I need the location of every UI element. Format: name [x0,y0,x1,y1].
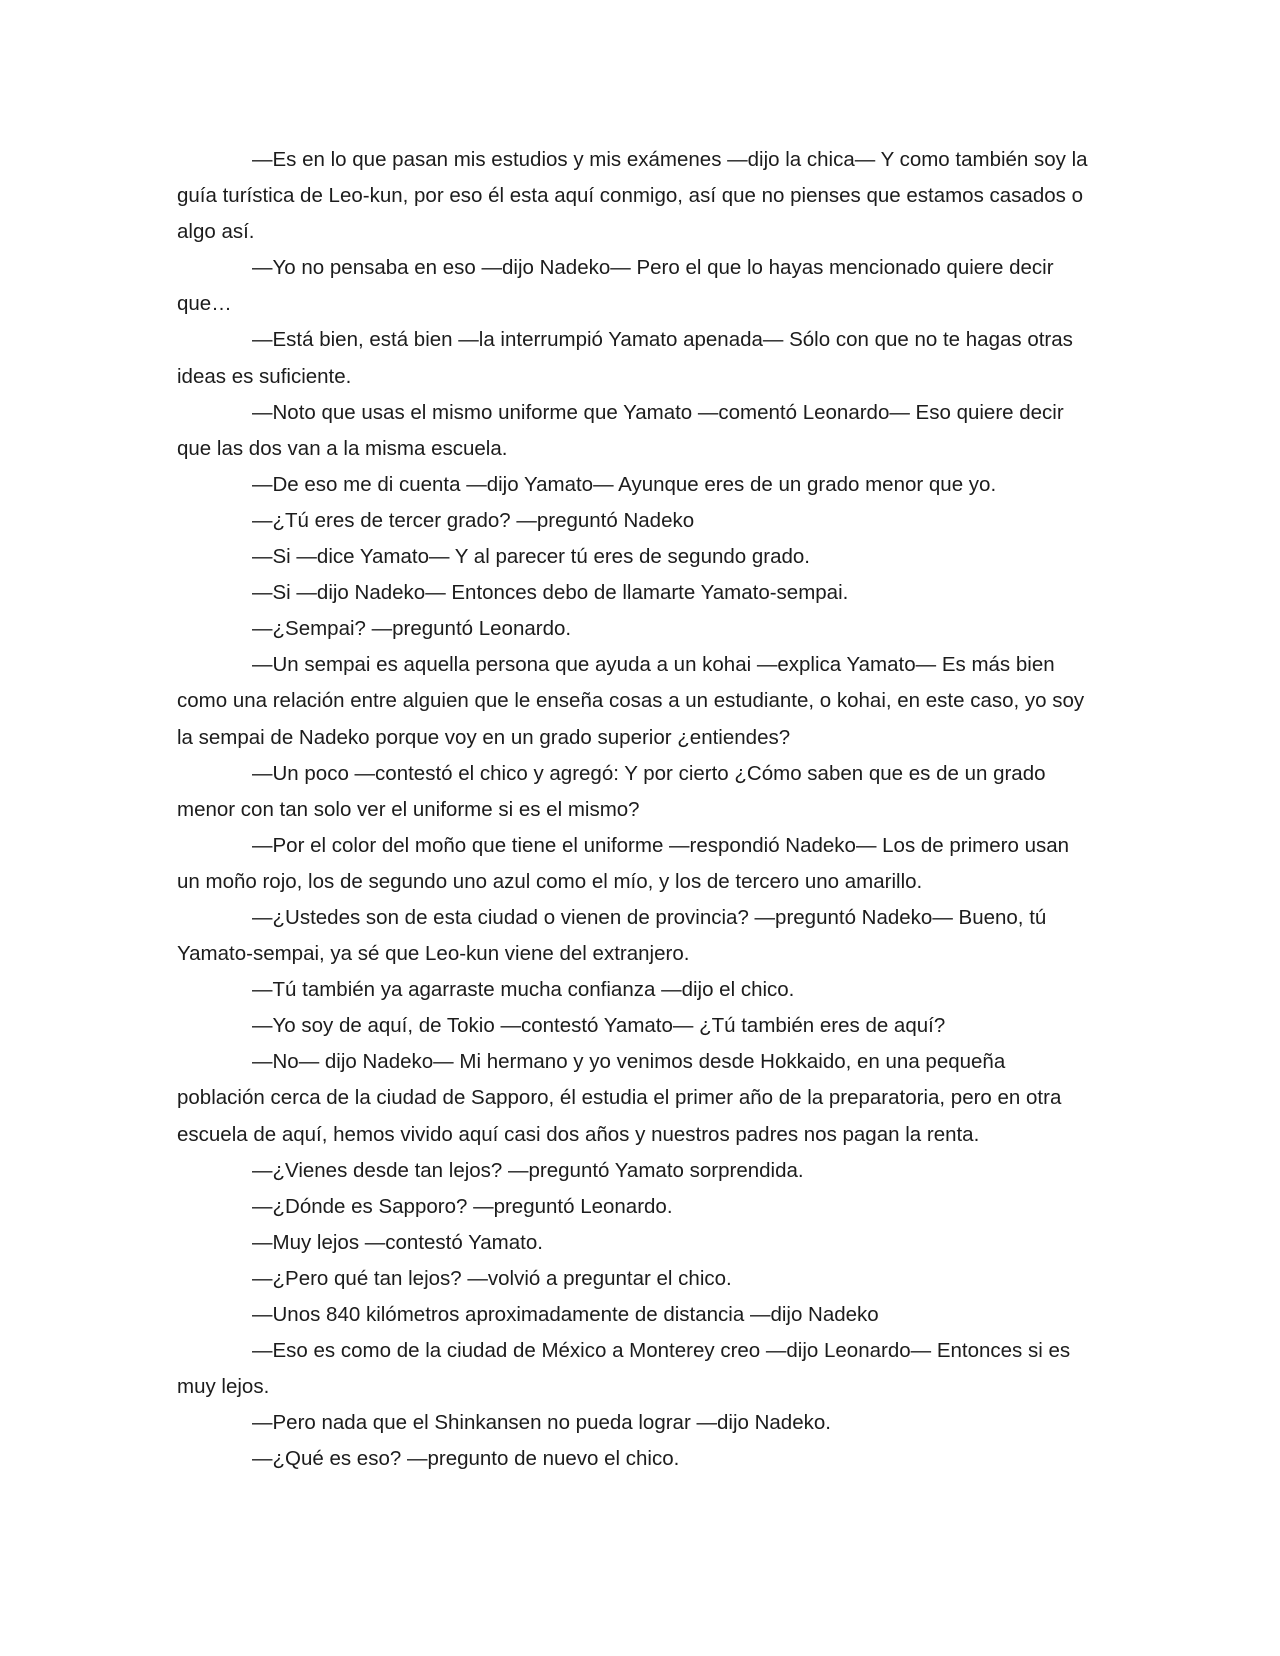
paragraph: —Si —dijo Nadeko— Entonces debo de llamarte Yamato-sempai. [252,581,849,605]
document-page [177,142,1097,1477]
paragraph: —¿Sempai? —preguntó Leonardo. [252,617,572,641]
paragraph: —¿Vienes desde tan lejos? —preguntó Yamato sorprendida. [252,1158,804,1182]
paragraph: —Si —dice Yamato— Y al parecer tú eres de segundo grado. [252,545,811,569]
paragraph: —Un sempai es aquella persona que ayuda a un kohai —explica Yamato— Es más bien como una relación entre alguien que le enseña cosas a un estudiante, o kohai, en este caso, yo soy la sempai de Nadeko porque voy en un grado superior ¿entiendes? [177,653,1085,749]
paragraph: —De eso me di cuenta —dijo Yamato— Ayunque eres de un grado menor que yo. [252,472,997,496]
paragraph: —Muy lejos —contestó Yamato. [252,1230,543,1254]
paragraph: —Yo soy de aquí, de Tokio —contestó Yamato— ¿Tú también eres de aquí? [252,1014,946,1038]
paragraph: —¿Tú eres de tercer grado? —preguntó Nadeko [252,508,695,532]
paragraph: —Tú también ya agarraste mucha confianza —dijo el chico. [252,978,795,1002]
paragraph: —Es en lo que pasan mis estudios y mis exámenes —dijo la chica— Y como también soy la guía turística de Leo-kun, por eso él esta aquí conmigo, así que no pienses que estamos casados o algo así. [177,148,1088,244]
paragraph: —Por el color del moño que tiene el uniforme —respondió Nadeko— Los de primero usan un moño rojo, los de segundo uno azul como el mío, y los de tercero uno amarillo. [177,833,1070,893]
paragraph: —No— dijo Nadeko— Mi hermano y yo venimos desde Hokkaido, en una pequeña población cerca de la ciudad de Sapporo, él estudia el primer año de la preparatoria, pero en otra escuela de aquí, hemos vivido aquí casi dos años y nuestros padres nos pagan la renta. [177,1050,1062,1146]
paragraph: —Pero nada que el Shinkansen no pueda lograr —dijo Nadeko. [252,1411,831,1435]
paragraph: —Un poco —contestó el chico y agregó: Y por cierto ¿Cómo saben que es de un grado menor con tan solo ver el uniforme si es el mismo? [177,761,1046,821]
paragraph: —Está bien, está bien —la interrumpió Yamato apenada— Sólo con que no te hagas otras ideas es suficiente. [177,328,1073,388]
paragraph: —Unos 840 kilómetros aproximadamente de distancia —dijo Nadeko [252,1303,879,1326]
paragraph: —Noto que usas el mismo uniforme que Yamato —comentó Leonardo— Eso quiere decir que las dos van a la misma escuela. [177,400,1064,460]
paragraph: —¿Qué es eso? —pregunto de nuevo el chico. [252,1447,680,1471]
paragraph: —Yo no pensaba en eso —dijo Nadeko— Pero el que lo hayas mencionado quiere decir que… [177,256,1054,316]
paragraph: —¿Dónde es Sapporo? —preguntó Leonardo. [252,1194,673,1218]
paragraph: —¿Ustedes son de esta ciudad o vienen de provincia? —preguntó Nadeko— Bueno, tú Yamato-sempai, ya sé que Leo-kun viene del extranjero. [177,905,1047,966]
paragraph: —Eso es como de la ciudad de México a Monterey creo —dijo Leonardo— Entonces si es muy lejos. [177,1339,1071,1399]
paragraph: —¿Pero qué tan lejos? —volvió a preguntar el chico. [252,1266,732,1290]
